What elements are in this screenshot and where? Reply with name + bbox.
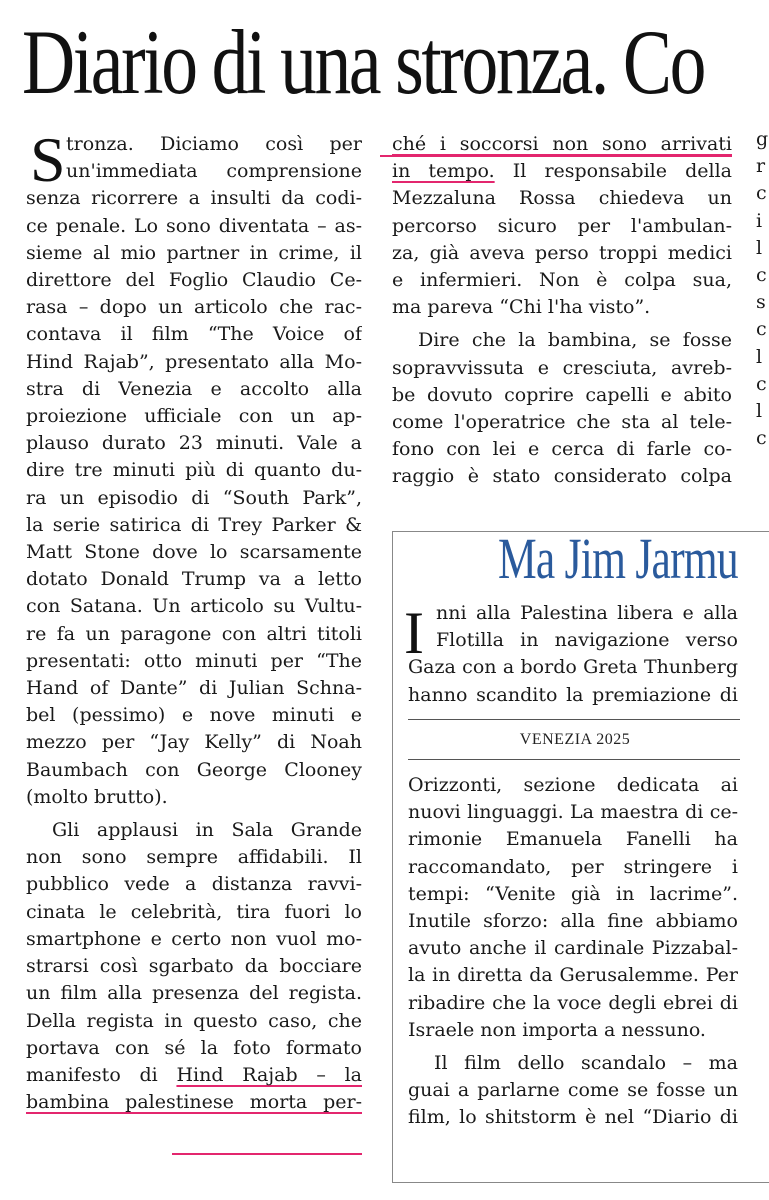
text-line: Gaza con a bordo Greta Thunberg xyxy=(408,656,738,679)
text-fragment: l xyxy=(756,345,763,368)
text-fragment: l xyxy=(756,400,763,423)
text-fragment: s xyxy=(756,291,766,314)
text-line: nni alla Palestina libera e alla xyxy=(436,602,738,624)
text-line: plauso durato 23 minuti. Vale a xyxy=(26,432,362,455)
text-line: Hind Rajab”, presentato alla Mo- xyxy=(26,350,362,373)
text-segment: manifesto di xyxy=(26,1063,177,1086)
text-line-underlined: bambina palestinese morta per- xyxy=(26,1091,362,1114)
text-line: Dire che la bambina, se fosse xyxy=(418,329,732,352)
text-line-highlighted xyxy=(392,158,732,185)
box-intro xyxy=(408,600,738,709)
text-line: come l'operatrice che sta al tele- xyxy=(392,411,732,434)
text-line: cinata le celebrità, tira fuori lo xyxy=(26,900,362,923)
underlined-name: Hind Rajab – la xyxy=(176,1063,362,1086)
text-line: sopravvissuta e cresciuta, avreb- xyxy=(392,356,732,379)
divider xyxy=(408,759,740,760)
dateline: VENEZIA 2025 xyxy=(519,731,631,748)
text-fragment: r xyxy=(756,155,766,178)
text-line: Matt Stone dove lo scarsamente xyxy=(26,541,362,564)
text-line: pubblico vede a distanza ravvi- xyxy=(26,873,362,896)
text-line: ce penale. Lo sono diventata – as- xyxy=(26,214,362,237)
text-line: smartphone e certo non vuol mo- xyxy=(26,927,362,950)
text-line: Il film dello scandalo – ma xyxy=(434,1052,738,1075)
text-line: guai a parlarne come se fosse un xyxy=(408,1079,738,1102)
text-line: proiezione ufficiale con un ap- xyxy=(26,405,362,428)
text-fragment: c xyxy=(756,372,767,395)
column-2 xyxy=(392,131,732,491)
text-line: ra un episodio di “South Park”, xyxy=(26,486,362,509)
text-line: non sono sempre affidabili. Il xyxy=(26,846,362,869)
text-line: mezzo per “Jay Kelly” di Noah xyxy=(26,731,362,754)
text-line: be dovuto coprire capelli e abito xyxy=(392,383,732,406)
text-line: strarsi così sgarbato da bocciare xyxy=(26,955,362,978)
underlined-phrase: in tempo. xyxy=(392,160,495,183)
text-fragment: c xyxy=(756,318,767,341)
text-line: hanno scandito la premiazione di xyxy=(408,683,738,706)
drop-cap-i: I xyxy=(404,600,424,666)
text-line: senza ricorrere a insulti da codi- xyxy=(26,187,362,210)
text-line: Flotilla in navigazione verso xyxy=(436,629,738,652)
box-body xyxy=(408,772,738,1132)
text-line: con Satana. Un articolo su Vultu- xyxy=(26,595,362,618)
column-3-fragment xyxy=(756,126,769,516)
headline: Diario di una stronza. Co xyxy=(22,11,704,113)
text-line: za, già aveva perso troppi medici xyxy=(392,241,732,264)
text-line: Orizzonti, sezione dedicata ai xyxy=(408,774,738,796)
text-line: la in diretta da Gerusalemme. Per xyxy=(408,964,738,987)
text-line: un'immediata comprensione xyxy=(66,160,362,183)
highlight-mark xyxy=(172,1153,362,1155)
box-headline: Ma Jim Jarmu xyxy=(498,526,738,591)
text-line: la serie satirica di Trey Parker & xyxy=(26,513,362,536)
text-line: direttore del Foglio Claudio Ce- xyxy=(26,269,362,292)
text-line: bel (pessimo) e nove minuti e xyxy=(26,704,362,727)
text-line-highlighted xyxy=(26,1062,362,1089)
text-line: Della regista in questo caso, che xyxy=(26,1009,362,1032)
drop-cap-s: S xyxy=(30,124,66,195)
text-fragment: l xyxy=(756,236,763,259)
text-fragment: c xyxy=(756,182,767,205)
text-line: Hand of Dante” di Julian Schna- xyxy=(26,677,362,700)
text-line: raggio è stato considerato colpa xyxy=(392,465,732,488)
text-fragment: c xyxy=(756,264,767,287)
text-line: re fa un paragone con altri titoli xyxy=(26,622,362,645)
text-line: rimonie Emanuela Fanelli ha xyxy=(408,828,738,851)
divider xyxy=(408,719,740,720)
text-fragment: g xyxy=(756,128,769,150)
text-line: percorso sicuro per l'ambulan- xyxy=(392,214,732,237)
text-line: (molto brutto). xyxy=(26,785,168,808)
text-line: ma pareva “Chi l'ha visto”. xyxy=(392,296,651,319)
text-line: sieme al mio partner in crime, il xyxy=(26,241,362,264)
text-line: contava il film “The Voice of xyxy=(26,323,362,346)
text-line: Baumbach con George Clooney xyxy=(26,758,362,781)
text-line: nuovi linguaggi. La maestra di ce- xyxy=(408,801,738,824)
text-line: avuto anche il cardinale Pizzabal- xyxy=(408,937,738,960)
text-line-underlined: ché i soccorsi non sono arrivati xyxy=(392,133,732,155)
text-line: ribadire che la voce degli ebrei di xyxy=(408,991,738,1014)
text-line: Mezzaluna Rossa chiedeva un xyxy=(392,187,732,210)
text-line: Israele non importa a nessuno. xyxy=(408,1018,706,1041)
text-line: rasa – dopo un articolo che rac- xyxy=(26,296,362,319)
text-fragment: i xyxy=(756,209,763,232)
text-line: Gli applausi in Sala Grande xyxy=(52,819,362,842)
text-line: fono con lei e cerca di farle co- xyxy=(392,438,732,461)
column-1 xyxy=(26,131,362,1116)
text-line: un film alla presenza del regista. xyxy=(26,982,362,1005)
text-line: raccomandato, per stringere i xyxy=(408,855,738,878)
text-line: dotato Donald Trump va a letto xyxy=(26,568,362,591)
text-line: film, lo shitstorm è nel “Diario di xyxy=(408,1106,738,1129)
text-line: dire tre minuti più di quanto du- xyxy=(26,459,362,482)
text-line: Inutile sforzo: alla fine abbiamo xyxy=(408,910,738,933)
text-line: tronza. Diciamo così per xyxy=(66,133,362,155)
text-segment: Il responsabile della xyxy=(494,160,732,183)
text-fragment: c xyxy=(756,427,767,450)
text-line: tempi: “Venite già in lacrime”. xyxy=(408,882,738,905)
text-line: e infermieri. Non è colpa sua, xyxy=(392,269,732,292)
text-line: presentati: otto minuti per “The xyxy=(26,649,362,672)
text-line: stra di Venezia e accolto alla xyxy=(26,377,362,400)
highlight-mark xyxy=(380,155,732,157)
text-line: portava con sé la foto formato xyxy=(26,1036,362,1059)
